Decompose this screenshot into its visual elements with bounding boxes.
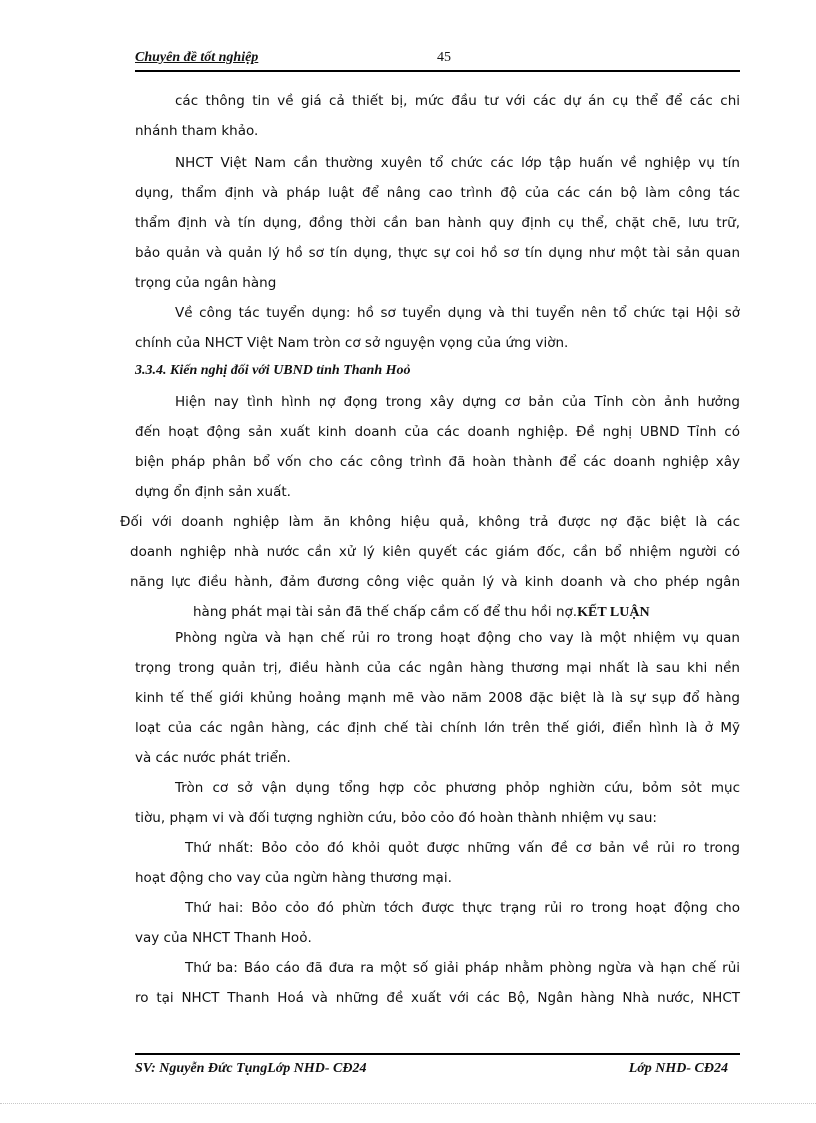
footer-student: SV: Nguyễn Đức TụngLớp NHD- CĐ24 — [135, 1061, 367, 1076]
section-heading: 3.3.4. Kiến nghị đối với UBND tỉnh Thanh Hoỏ — [135, 363, 411, 378]
text-line: hoạt động cho vay của ngừn hàng thương mại. — [135, 870, 452, 886]
text-line: trọng trong quản trị, điều hành của các ngân hàng thương mại nhất là sau khi nền — [135, 660, 740, 676]
text-line: tiờu, phạm vi và đối tượng nghiờn cứu, bỏo cỏo đó hoàn thành nhiệm vụ sau: — [135, 810, 657, 826]
page-divider — [0, 1103, 816, 1104]
header-title: Chuyên đề tốt nghiệp — [135, 50, 259, 65]
text-line: Về công tác tuyển dụng: hồ sơ tuyển dụng và thi tuyển nên tổ chức tại Hội sở — [175, 305, 740, 321]
text-line: Phòng ngừa và hạn chế rủi ro trong hoạt động cho vay là một nhiệm vụ quan — [175, 630, 740, 646]
text-line: Thứ nhất: Bỏo cỏo đó khỏi quỏt được những vấn đề cơ bản về rủi ro trong — [185, 840, 740, 856]
text-line: các thông tin về giá cả thiết bị, mức đầu tư với các dự án cụ thể để các chi — [175, 93, 740, 109]
page-number: 45 — [437, 50, 451, 65]
text-line: biện pháp phân bổ vốn cho các công trình đã hoàn thành để các doanh nghiệp xây — [135, 454, 740, 470]
text-line: doanh nghiệp nhà nước cần xử lý kiên quyết các giám đốc, cần bổ nhiệm người có — [130, 544, 740, 560]
text-line: nhánh tham khảo. — [135, 123, 259, 139]
text-line: kinh tế thế giới khủng hoảng mạnh mẽ vào năm 2008 đặc biệt là là sự sụp đổ hàng — [135, 690, 740, 706]
text-line: ro tại NHCT Thanh Hoá và những đề xuất với các Bộ, Ngân hàng Nhà nước, NHCT — [135, 990, 740, 1006]
text-line: trọng của ngân hàng — [135, 275, 277, 291]
text-line: và các nước phát triển. — [135, 750, 291, 766]
page-footer — [135, 1053, 740, 1079]
text-line: loạt của các ngân hàng, các định chế tài chính lớn trên thế giới, điển hình là ở Mỹ — [135, 720, 740, 736]
text-line: dựng ổn định sản xuất. — [135, 484, 291, 500]
footer-class: Lớp NHD- CĐ24 — [628, 1061, 728, 1076]
text-line: chính của NHCT Việt Nam tròn cơ sở nguyện vọng của ứng viờn. — [135, 335, 569, 351]
text-line: năng lực điều hành, đảm đương công việc quản lý và kinh doanh và cho phép ngân — [130, 574, 740, 590]
text-line: dụng, thẩm định và pháp luật để nâng cao trình độ của các cán bộ làm công tác — [135, 185, 740, 201]
text-line — [193, 602, 650, 623]
text-line-content: hàng phát mại tài sản đã thế chấp cầm cố để thu hồi nợ. — [193, 604, 578, 620]
text-line: Đối với doanh nghiệp làm ăn không hiệu quả, không trả được nợ đặc biệt là các — [120, 514, 740, 530]
text-line: vay của NHCT Thanh Hoỏ. — [135, 930, 312, 946]
text-line: Tròn cơ sở vận dụng tổng hợp cỏc phương phỏp nghiờn cứu, bỏm sỏt mục — [175, 780, 740, 796]
text-line: thẩm định và tín dụng, đồng thời cần ban hành quy định cụ thể, chặt chẽ, lưu trữ, — [135, 215, 740, 231]
page-header — [135, 48, 740, 72]
text-line: NHCT Việt Nam cần thường xuyên tổ chức các lớp tập huấn về nghiệp vụ tín — [175, 155, 740, 171]
text-line: Thứ hai: Bỏo cỏo đó phừn tớch được thực trạng rủi ro trong hoạt động cho — [185, 900, 740, 916]
text-line: bảo quản và quản lý hồ sơ tín dụng, thực sự coi hồ sơ tín dụng như một tài sản quan — [135, 245, 740, 261]
conclusion-title: KẾT LUẬN — [577, 605, 650, 620]
text-line: Hiện nay tình hình nợ đọng trong xây dựng cơ bản của Tỉnh còn ảnh hưởng — [175, 394, 740, 410]
text-line: đến hoạt động sản xuất kinh doanh của các doanh nghiệp. Đề nghị UBND Tỉnh có — [135, 424, 740, 440]
text-line: Thứ ba: Báo cáo đã đưa ra một số giải pháp nhằm phòng ngừa và hạn chế rủi — [185, 960, 740, 976]
